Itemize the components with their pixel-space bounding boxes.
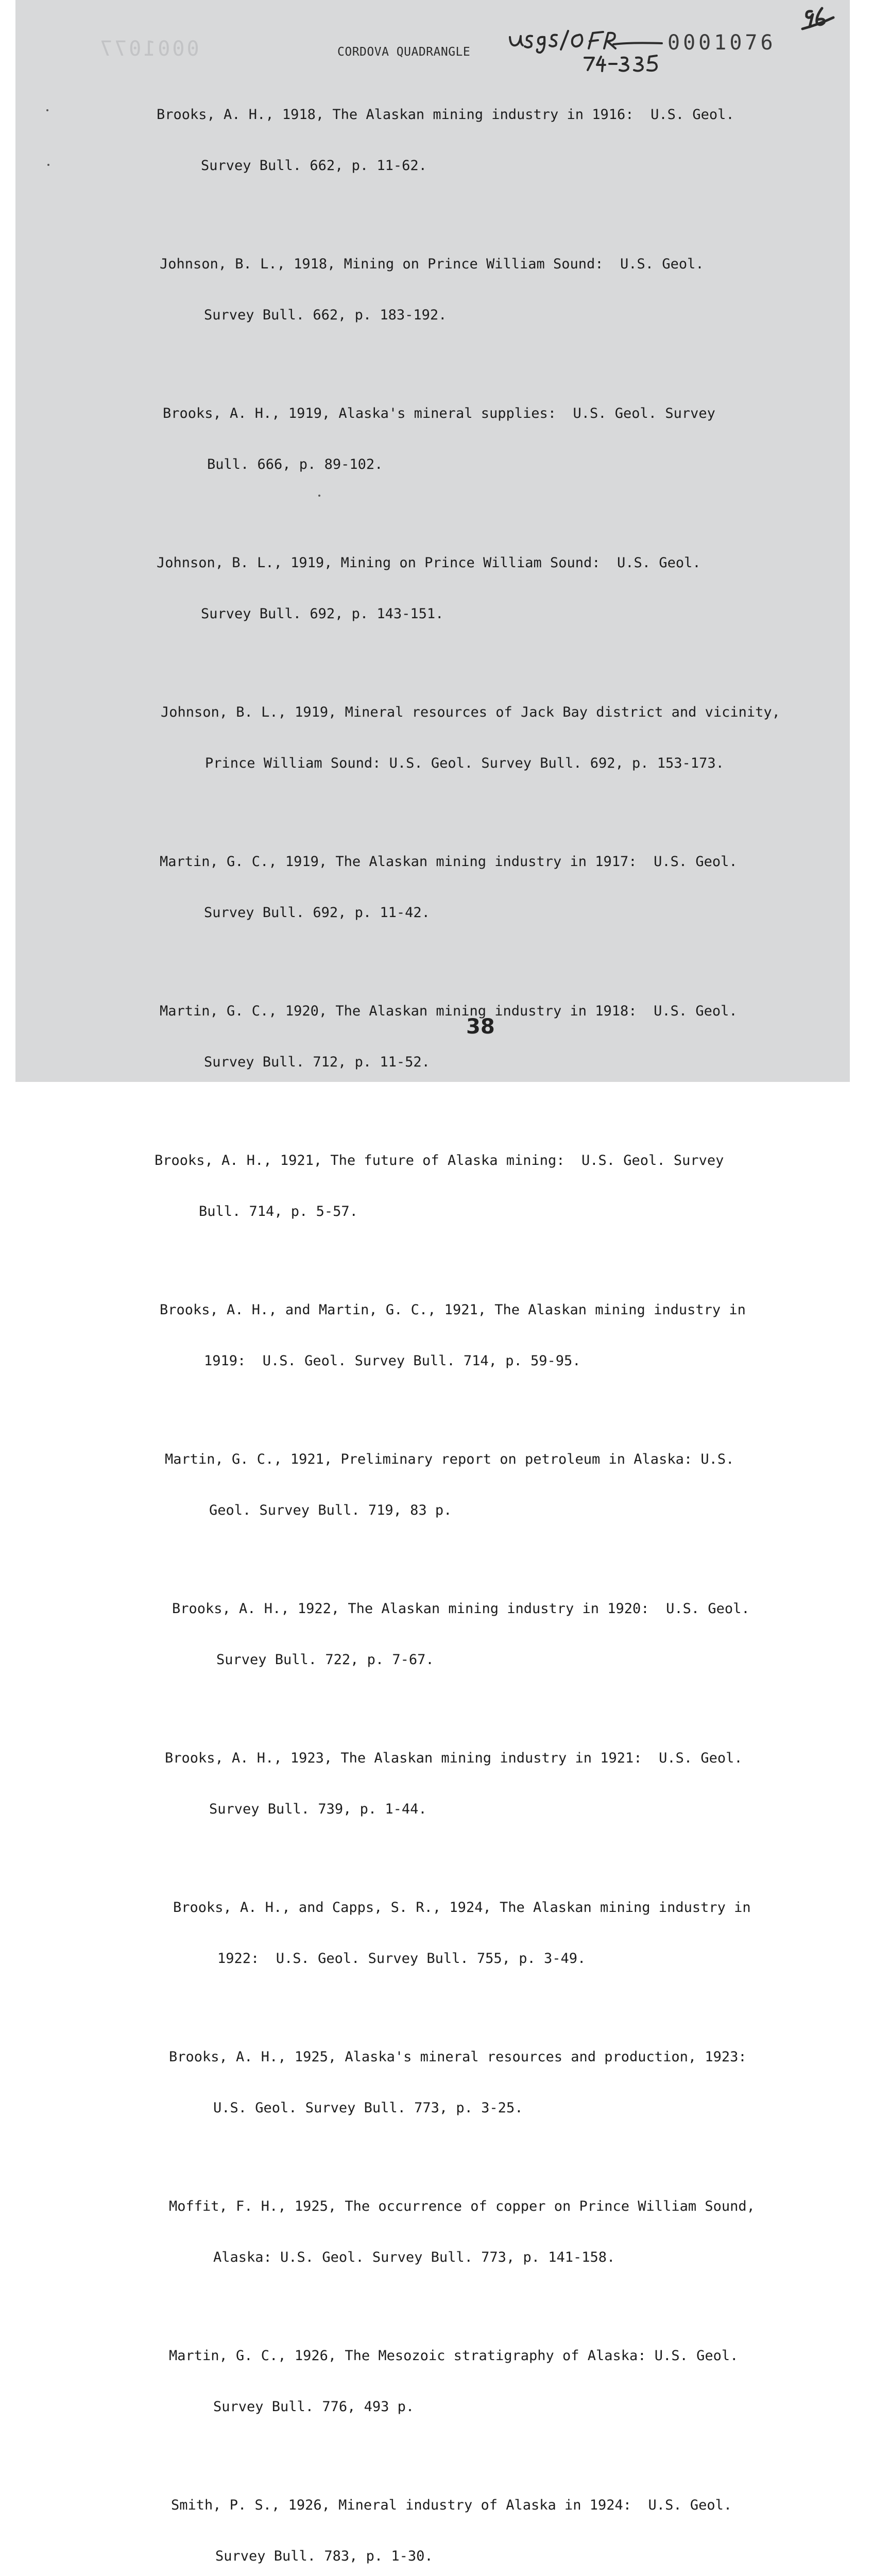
reference-line-1: Johnson, B. L., 1919, Mineral resources of Jack Bay district and vicinity, [161,704,780,720]
reference-line-1: Martin, G. C., 1926, The Mesozoic stratigraphy of Alaska: U.S. Geol. [169,2348,739,2364]
reference-line-2: Bull. 714, p. 5-57. [199,1204,358,1219]
reference-line-2: Survey Bull. 712, p. 11-52. [204,1054,430,1070]
reference-line-1: Brooks, A. H., 1919, Alaska's mineral supplies: U.S. Geol. Survey [163,405,715,421]
reference-line-2: Survey Bull. 783, p. 1-30. [215,2548,433,2564]
reference-entry [169,2313,838,2449]
reference-line-2: Survey Bull. 692, p. 11-42. [204,905,430,921]
reference-entry [173,1865,843,2001]
handwritten-annotation [507,26,724,72]
reference-line-2: Survey Bull. 662, p. 183-192. [204,307,447,323]
reference-line-2: Survey Bull. 739, p. 1-44. [209,1801,427,1817]
reference-line-2: Survey Bull. 776, 493 p. [213,2399,415,2415]
reference-line-2: Alaska: U.S. Geol. Survey Bull. 773, p. 141-158. [213,2249,615,2265]
paper-speck [46,109,48,111]
reference-entry [172,1566,842,1702]
reference-entry [160,222,829,358]
reference-line-1: Brooks, A. H., 1925, Alaska's mineral resources and production, 1923: [169,2049,747,2065]
reference-line-2: U.S. Geol. Survey Bull. 773, p. 3-25. [213,2100,523,2116]
reference-entry [157,520,826,656]
reference-line-2: Geol. Survey Bull. 719, 83 p. [209,1502,452,1518]
reference-line-2: Survey Bull. 692, p. 143-151. [201,606,444,622]
reference-line-2: Prince William Sound: U.S. Geol. Survey Bull. 692, p. 153-173. [205,755,724,771]
reference-entry [171,2463,841,2576]
reference-line-1: Martin, G. C., 1921, Preliminary report on petroleum in Alaska: U.S. [165,1451,734,1467]
reference-entry [169,2164,838,2300]
reference-entry [165,1417,834,1553]
reference-line-2: Bull. 666, p. 89-102. [207,456,383,472]
reference-entry [160,1267,829,1403]
reference-line-1: Johnson, B. L., 1919, Mining on Prince William Sound: U.S. Geol. [157,555,701,571]
reference-line-1: Brooks, A. H., 1918, The Alaskan mining industry in 1916: U.S. Geol. [157,107,734,123]
reference-entry [161,670,830,806]
reference-line-1: Brooks, A. H., and Capps, S. R., 1924, The Alaskan mining industry in [173,1900,751,1916]
reference-entry [163,371,832,507]
reference-line-1: Martin, G. C., 1919, The Alaskan mining industry in 1917: U.S. Geol. [160,854,738,870]
reference-list [155,72,824,2576]
reference-entry [169,2014,838,2150]
page-number: 38 [466,1015,495,1039]
reference-line-1: Brooks, A. H., and Martin, G. C., 1921, The Alaskan mining industry in [160,1302,746,1318]
reference-entry [157,72,826,208]
reference-line-1: Moffit, F. H., 1925, The occurrence of copper on Prince William Sound, [169,2198,755,2214]
paper-speck [47,164,49,166]
paper-speck [318,495,320,497]
reference-line-2: Survey Bull. 662, p. 11-62. [201,158,427,174]
reference-line-1: Martin, G. C., 1920, The Alaskan mining industry in 1918: U.S. Geol. [160,1003,738,1019]
reference-line-1: Brooks, A. H., 1923, The Alaskan mining industry in 1921: U.S. Geol. [165,1750,743,1766]
reference-line-1: Brooks, A. H., 1921, The future of Alaska mining: U.S. Geol. Survey [155,1153,724,1168]
reference-entry [155,1118,824,1254]
reference-line-2: 1919: U.S. Geol. Survey Bull. 714, p. 59-95. [204,1353,581,1369]
corner-handwritten-mark [799,2,835,32]
document-stamp-number: 0001076 [668,31,776,55]
reference-line-2: 1922: U.S. Geol. Survey Bull. 755, p. 3-49. [217,1951,586,1967]
reference-line-1: Johnson, B. L., 1918, Mining on Prince William Sound: U.S. Geol. [160,256,704,272]
reference-line-1: Smith, P. S., 1926, Mineral industry of Alaska in 1924: U.S. Geol. [171,2497,732,2513]
quadrangle-title: CORDOVA QUADRANGLE [337,45,471,59]
reference-line-1: Brooks, A. H., 1922, The Alaskan mining industry in 1920: U.S. Geol. [172,1601,750,1617]
reference-line-2: Survey Bull. 722, p. 7-67. [216,1652,434,1668]
reference-entry [165,1716,834,1852]
reference-entry [160,819,829,955]
bleedthrough-stamp: 0001077 [98,37,199,61]
